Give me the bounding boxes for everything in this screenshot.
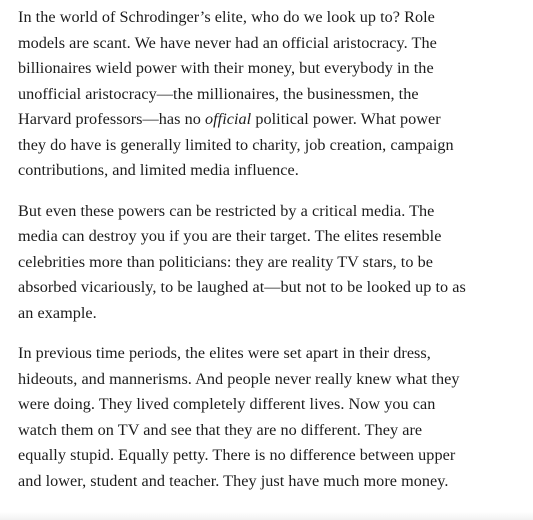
text-line: and lower, student and teacher. They just have much more money. (18, 471, 449, 490)
article-body (18, 5, 528, 509)
text-line: equally stupid. Equally petty. There is no difference between upper (18, 446, 456, 464)
paragraph-2 (18, 199, 528, 327)
text-line: contributions, and limited media influence. (18, 161, 299, 179)
bottom-edge-shadow (0, 512, 533, 520)
text-line: billionaires wield power with their money, but everybody in the (18, 59, 434, 77)
emphasis-text: official (204, 110, 252, 128)
text-line: watch them on TV and see that they are no different. They are (18, 420, 423, 439)
text-line: were doing. They lived completely different lives. Now you can (18, 395, 436, 413)
text-line: In the world of Schrodinger’s elite, who do we look up to? Role (18, 8, 435, 26)
text-line: But even these powers can be restricted by a critical media. The (18, 201, 435, 220)
text-line: unofficial aristocracy—the millionaires, the businessmen, the (18, 84, 419, 103)
text-line: media can destroy you if you are their target. The elites resemble (18, 227, 442, 245)
text-line: hideouts, and mannerisms. And people never really knew what they (18, 369, 460, 388)
paragraph-3 (18, 341, 528, 494)
paragraph-1 (18, 5, 528, 184)
text-segment: political power. What power (251, 110, 441, 128)
text-line: absorbed vicariously, to be laughed at—but not to be looked up to as (18, 278, 466, 296)
text-line: they do have is generally limited to charity, job creation, campaign (18, 135, 454, 154)
text-line: models are scant. We have never had an official aristocracy. The (18, 33, 437, 52)
text-line: celebrities more than politicians: they are reality TV stars, to be (18, 252, 433, 271)
text-line: an example. (18, 303, 97, 322)
text-line-with-emphasis (18, 107, 528, 133)
text-segment: Harvard professors—has no (18, 110, 205, 128)
text-line: In previous time periods, the elites were set apart in their dress, (18, 344, 431, 362)
